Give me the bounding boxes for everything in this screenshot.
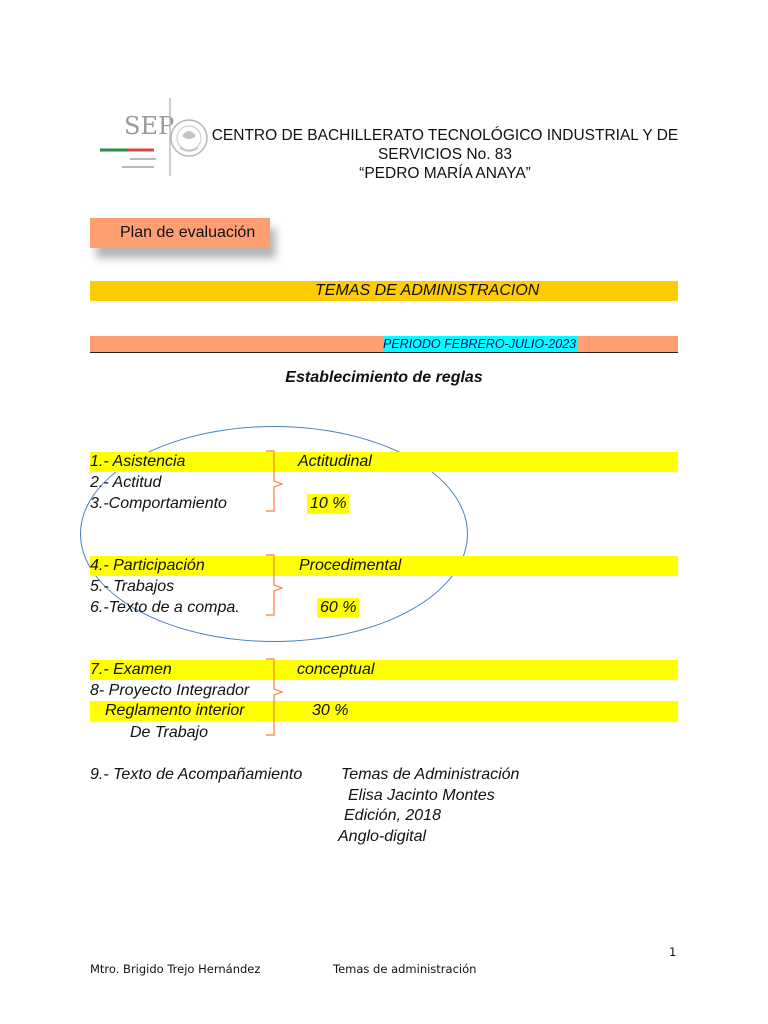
- periodo-main: PERIODO FEBRERO-JULIO-202: [383, 337, 570, 351]
- group2-category: Procedimental: [299, 557, 402, 574]
- group1-item-2: 2.- Actitud: [90, 474, 162, 491]
- temas-title-bar: [90, 281, 678, 301]
- footer-subject: Temas de administración: [333, 962, 477, 976]
- group3-category: conceptual: [297, 661, 375, 678]
- group3-percent: 30 %: [312, 702, 349, 719]
- periodo-label: [383, 336, 578, 352]
- school-name-line-1: CENTRO DE BACHILLERATO TECNOLÓGICO INDUSTRIAL Y DE: [211, 127, 679, 144]
- group3-item-1: 7.- Examen: [90, 661, 172, 678]
- grouping-brackets: [262, 448, 292, 748]
- textbook-title: Temas de Administración: [341, 766, 520, 783]
- textbook-label: 9.- Texto de Acompañamiento: [90, 766, 303, 783]
- plan-evaluacion-label: Plan de evaluación: [90, 218, 270, 248]
- group1-category: Actitudinal: [298, 453, 372, 470]
- sep-logo: [92, 92, 212, 184]
- group2-item-2: 5.- Trabajos: [90, 578, 175, 595]
- school-name: [205, 126, 685, 183]
- group3-item-3: Reglamento interior: [105, 702, 245, 719]
- bracket-group2: [266, 555, 282, 615]
- group1-item-3: 3.-Comportamiento: [90, 495, 227, 512]
- sep-logo-text: SEP: [124, 112, 175, 140]
- page-number: 1: [669, 945, 677, 959]
- bracket-group1: [266, 451, 282, 511]
- group1-percent: 10 %: [307, 494, 349, 514]
- group2-item-3: 6.-Texto de a compa.: [90, 599, 240, 616]
- group2-item-1: 4.- Participación: [90, 557, 205, 574]
- textbook-publisher: Anglo-digital: [338, 828, 427, 845]
- group3-highlight-band-1: [90, 660, 678, 680]
- school-name-line-3: “PEDRO MARÍA ANAYA”: [359, 165, 531, 182]
- school-name-line-2: SERVICIOS No. 83: [377, 146, 513, 163]
- temas-title: TEMAS DE ADMINISTRACION: [315, 282, 540, 299]
- group3-item-2: 8- Proyecto Integrador: [90, 682, 250, 699]
- textbook-edition: Edición, 2018: [344, 807, 441, 824]
- footer-author: Mtro. Brigido Trejo Hernández: [90, 962, 261, 976]
- textbook-author: Elisa Jacinto Montes: [348, 787, 495, 804]
- bracket-group3: [266, 659, 282, 735]
- reglas-heading: Establecimiento de reglas: [285, 369, 483, 386]
- mexican-coat-of-arms-icon: [171, 120, 207, 156]
- group3-item-4: De Trabajo: [130, 724, 208, 741]
- group2-percent: 60 %: [317, 598, 359, 618]
- periodo-last-digit: 3: [569, 337, 577, 351]
- group1-item-1: 1.- Asistencia: [90, 453, 186, 470]
